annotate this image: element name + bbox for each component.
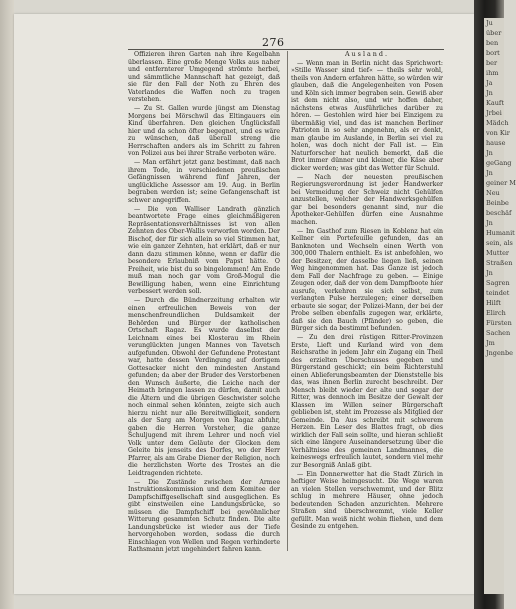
facing-page-fragment: ihm [486, 69, 499, 77]
facing-page-fragment: über [486, 29, 502, 37]
facing-page-fragment: geiner M [486, 179, 516, 187]
facing-page-fragment: Ja [486, 79, 493, 87]
facing-page-fragment: geGang [486, 159, 512, 167]
facing-page-fragment: Mädch [486, 119, 509, 127]
paragraph: — Wenn man in Berlin nicht das Sprichwort: »Stille Wasser sind tief« — theils sehr wohl, theils von Andern erfahren hätte, so würden wir glauben, daß die Angelegenheiten von Posen und Köln sich immer begraben sein. Gewiß aber ist dem nicht also, und wir hoffen daher, nächstens etwas Ausführliches darüber zu hören. — Gestohlen wird hier bei Einzigem zu übermäßig viel, und das ist manchen Berliner Patrioten in so sehr angenehm, als er denkt, man glaube im Auslande, in Berlin sei viel zu holen, was doch nicht der Fall ist. — Ein Naturforscher hat neulich bemerkt, daß die Brot immer dünner und kleiner, die Käse aber dicker werden; was gibt das Wetter für Schuld. [291, 59, 443, 172]
book-left-edge [0, 0, 14, 609]
paragraph: — Zu St. Gallen wurde jüngst am Dienstag Morgens bei Mörschwil das Eltingauers ein Kind überfahren. Den gleichen Unglücksfall hier und da schon öfter begegnet, und es wäre zu wünschen, daß überall streng die Herrschaften anders als im Schritt zu fahren von Polizei aus bei ihrer Straße verboten wäre. [128, 105, 280, 157]
paragraph: — Durch die Bündnerzeitung erhalten wir einen erfreulichen Beweis von der menschenfreundlichen Duldsamkeit der Behörden und Bürger der katholischen Ortschaft Ragaz. Es wurde daselbst der Leichnam eines bei Klosterau im Rhein verunglückten jungen Mannes von Tavetsch aufgefunden. Obwohl der Gefundene Protestant war, hatte dessen Verdingung auf dortigem Gottesacker nicht den mindesten Anstand gefunden; da aber der Bruder des Verstorbenen den Wunsch äußerte, die Leiche nach der Heimath bringen lassen zu dürfen, damit auch die Ältern und die übrigen Geschwister solche noch einmal sehen könnten, zeigte sich auch hierzu nicht nur alle Bereitwilligkeit, sondern als der Sarg am Morgen von Ragaz abfuhr, gaben die Herren Vorsteher, die ganze Schuljugend mit ihrem Lehrer und noch viel Volk unter dem Geläute der Glocken dem Geleite bis jenseits des Dorfes, wo der Herr Pfarrer, als am Grabe Diener der Religion, noch die herzlichsten Worte des Trostes an die Leidtragenden richtete. [128, 297, 280, 477]
facing-page-fragment: Mutter [486, 249, 510, 257]
facing-page-fragment: sein, als [486, 239, 513, 247]
facing-page-fragment: Fürsten [486, 319, 512, 327]
paragraph: — Die Zustände zwischen der Armee Instruktionskommission und dem Komitee der Dampfschiffgesellschaft sind ausgeglichen. Es gibt einstweilen eine Landungsbrücke, so müssen die Dampfschiff bei gewöhnlicher Witterung gesammten Schutz finden. Die alte Landungsbrücke ist wieder aus der Tiefe hervorgehoben worden, sodass die durch Einschlagen von Wellen und Regen verhinderte Rathsmann jetzt ungehindert fahren kann. [128, 478, 280, 553]
facing-page-fragment: Sachen [486, 329, 511, 337]
facing-page-fragment: bort [486, 49, 500, 57]
paragraph: — Zu den drei rüstigen Ritter-Provinzen Erste, Lieft und Kurland wird von dem Reichsrathe in jedem Jahr ein Zugang ein Theil des erzielten Überschusses gegeben und Bürgerstand geschickt; ein beim Richterstuhl einen Ablieferungsbeamten der Dienststelle bis das, was ihnen Berlin zurecht beschreibt. Der Mensch bleibt wieder der alte und sogar der Ritter, was dennoch im Besitze der Gewalt der Klassen im Willen seiner Bürgerschaft geblieben ist, steht im Prozesse als Mitglied der Gemeinde. Da Aus schreibt mit schwerem Herzen. Ein Leser des Blattes fragt, ob dies wirklich der Fall sein sollte, und hieran schließt sich eine längere Auseinandersetzung über die Verhältnisse des gemeinen Landmannes, die keineswegs erfreulich lautet, sondern viel mehr zur Besorgniß Anlaß gibt. [291, 334, 443, 469]
facing-page-fragment: Ju [486, 19, 493, 27]
paragraph: — Ein Donnerwetter hat die Stadt Zürich in heftiger Weise heimgesucht. Die Wege waren an vielen Stellen verschwemmt, und der Blitz schlug in mehrere Häuser, ohne jedoch bedeutenden Schaden anzurichten. Mehrere Straßen sind überschwemmt, viele Keller gefüllt. Man weiß nicht wohin fliehen, und dem Gesinde zu entgehen. [291, 470, 443, 530]
facing-page-fragment: Jn [486, 219, 493, 227]
facing-page-fragment: Kauft [486, 99, 504, 107]
facing-page-fragment: beschäf [486, 209, 512, 217]
facing-page-fragment: Neu [486, 189, 500, 197]
facing-page-fragment: Jngenbe [486, 349, 513, 357]
facing-page-fragment: Jn [486, 269, 493, 277]
facing-page-fragment: von Kir [486, 129, 510, 137]
facing-page-fragment: Jn [486, 169, 493, 177]
column-divider [287, 51, 288, 551]
facing-page-fragment: Hilft [486, 299, 501, 307]
facing-page-fragment: Elirch [486, 309, 506, 317]
facing-page-fragment: Straßen [486, 259, 513, 267]
facing-page-fragment: Beinbe [486, 199, 509, 207]
facing-page-fragment: ben [486, 39, 499, 47]
facing-page-fragment: Humanit [486, 229, 515, 237]
header-rule [128, 49, 444, 50]
paragraph: Offizieren ihren Garten nah ihre Kegelbahn überlassen. Eine große Menge Volks aus naher und entfernterer Umgegend strömte herbei, und sämmtliche Mannschaft hat gezeigt, daß sie für den Fall der Noth zu Ehren des Vaterlandes die Waffen noch zu tragen verstehen. [128, 51, 280, 103]
paragraph: — Im Gasthof zum Riesen in Koblenz hat ein Kellner ein Portefeuille gefunden, das an Banknoten und Wechseln einen Werth von 300,000 Thalern enthielt. Es ist anbefohlen, wo der Besitzer, der dasselbe liegen ließ, seinen Weg hingenommen hat. Das Ganze ist jedoch dem Fall der Nachfrage zu geben. — Einige Zeugen oder, daß der von dem Dampfboote hier ausrufe, verkehren sie sich selbst, zum verlangten Pulse herzulegen; einer derselben erbaute sie sogar, der Polizei-Mann, der bei der Probe selben ebenfalls zugegen war, erklärte, daß sie den Bauch (Pfänder) so geben, die Bürger sich da bestimmt befunden. [291, 227, 443, 332]
facing-page-fragment: Sagren [486, 279, 510, 287]
right-column [291, 51, 443, 551]
facing-page-fragment: Jn [486, 149, 493, 157]
section-heading: Ausland. [344, 50, 390, 58]
facing-page-edge [484, 18, 516, 594]
facing-page-fragment: Jm [486, 339, 495, 347]
paragraph: — Die von Walliser Landrath gänzlich beantwortete Frage eines gleichmäßigeren Repräsentationsverhältnisses ist von allen Zehnten des Ober-Wallis verworfen worden. Der Bischof, der für sich allein so viel Stimmen hat, wie ein ganzer Zehnten, hat erklärt, daß er nur dann dazu stimmen könne, wenn er dafür die besondere Erlaubniß vom Papst hätte. O Freiheit, wie bist du so bingelommen! Am Ende muß man noch gar vom Groß-Mogul die Bewilligung haben, wenn eine Einrichtung verbessert werden soll. [128, 205, 280, 295]
facing-page-fragment: ber [486, 59, 498, 67]
left-column [128, 51, 280, 551]
facing-page-fragment: hause [486, 139, 506, 147]
page-number: 276 [262, 36, 285, 49]
paragraph: — Nach der neuesten preußischen Regierungsverordnung ist jeder Handwerker bei Vermeidung der Schweiz nicht Gehülfen anzustellen, welcher der Handwerksgehülfen gar bei besonders genannt sind, nur die Apotheker-Gehülfen dürfen eine Ausnahme machen. [291, 173, 443, 226]
facing-page-fragment: teindet [486, 289, 510, 297]
paragraph: — Man erfährt jetzt ganz bestimmt, daß nach ihrem Tode, in verschiedenen preußischen Gefängnissen während fünf Jahren, der unglückliche Assessor am 19. Aug. in Berlin begraben werden ist; seine Gefangenschaft ist schwer angegriffen. [128, 159, 280, 204]
facing-page-fragment: Jn [486, 89, 493, 97]
facing-page-fragment: Jrbei [486, 109, 502, 117]
